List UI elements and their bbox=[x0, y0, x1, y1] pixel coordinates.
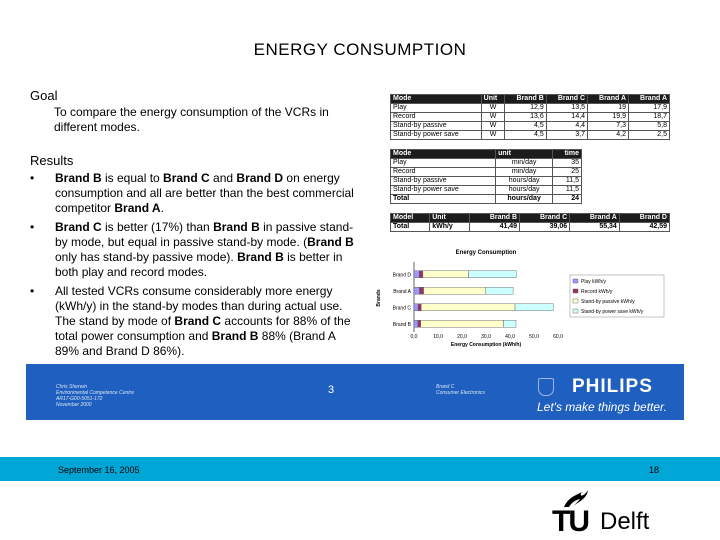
philips-shield-icon bbox=[538, 378, 554, 396]
table-row bbox=[391, 223, 670, 232]
chart-bar-segment bbox=[421, 304, 515, 311]
chart-legend-swatch bbox=[573, 309, 578, 313]
delft-word: Delft bbox=[600, 508, 650, 535]
table-header-row bbox=[391, 214, 670, 223]
chart-legend-label: Stand-by power save kWh/y bbox=[581, 309, 644, 315]
table-cell: W bbox=[481, 113, 505, 122]
bullet-text: All tested VCRs consume considerably more energy (kWh/y) in the stand-by modes than during actual use. The stand by mode of bbox=[55, 284, 343, 328]
table-cell: 4,4 bbox=[546, 122, 587, 131]
table-row bbox=[391, 186, 582, 195]
chart-legend-swatch bbox=[573, 299, 578, 303]
author-meta bbox=[56, 384, 134, 408]
goal-text: To compare the energy consumption of the VCRs in different modes. bbox=[54, 105, 329, 134]
table-header-cell: Brand B bbox=[505, 95, 546, 104]
original-page-number: 3 bbox=[328, 384, 335, 396]
table-cell: hours/day bbox=[496, 186, 553, 195]
table-cell: Record bbox=[391, 113, 482, 122]
table-cell: 3,7 bbox=[546, 131, 587, 140]
department-meta-line: Consumer Electronics bbox=[436, 390, 485, 396]
chart-category-label: Brand B bbox=[392, 321, 411, 328]
table-cell: 11,5 bbox=[553, 177, 582, 186]
table-row bbox=[391, 113, 670, 122]
brand-name: Brand C bbox=[174, 314, 222, 328]
table-row bbox=[391, 159, 582, 168]
results-list bbox=[30, 171, 360, 359]
table-cell: W bbox=[481, 131, 505, 140]
footer-bar bbox=[0, 457, 720, 481]
chart-bar-segment bbox=[423, 271, 469, 278]
table-cell: hours/day bbox=[496, 177, 553, 186]
chart-bar-segment bbox=[468, 271, 516, 278]
chart-bar-segment bbox=[424, 287, 486, 294]
brand-name: Brand B bbox=[237, 250, 284, 264]
table-cell: 4,5 bbox=[505, 131, 546, 140]
brand-name: Brand C bbox=[55, 220, 102, 234]
energy-chart bbox=[376, 246, 666, 358]
chart-category-label: Brand C bbox=[392, 305, 411, 312]
author-meta-line: Chris Sherwin bbox=[56, 384, 88, 390]
table-cell: W bbox=[481, 104, 505, 113]
philips-logo: PHILIPS bbox=[572, 376, 653, 397]
author-meta-line: AR17-G00-5051-172 bbox=[56, 396, 103, 402]
table-cell: 7,3 bbox=[588, 122, 629, 131]
brand-name: Brand B bbox=[213, 220, 260, 234]
table-cell: 18,7 bbox=[629, 113, 670, 122]
table-header-cell: Unit bbox=[481, 95, 505, 104]
chart-tick-label: 60,0 bbox=[553, 334, 563, 340]
table-cell: kWh/y bbox=[430, 223, 470, 232]
table-cell: 13,5 bbox=[546, 104, 587, 113]
chart-legend-swatch bbox=[573, 289, 578, 293]
brand-name: Brand A bbox=[114, 201, 161, 215]
bullet-text: is better (17%) than bbox=[101, 220, 214, 234]
table-header-cell: Unit bbox=[430, 214, 470, 223]
chart-tick-label: 20,0 bbox=[457, 334, 467, 340]
time-table bbox=[390, 149, 582, 204]
footer-date: September 16, 2005 bbox=[58, 465, 140, 475]
table-row bbox=[391, 122, 670, 131]
table-cell: 19,9 bbox=[588, 113, 629, 122]
brand-name: Brand C bbox=[163, 171, 210, 185]
table-cell: 12,9 bbox=[505, 104, 546, 113]
table-cell: Stand-by power save bbox=[391, 186, 496, 195]
bullet-text: on energy consumption and all are better than the best commercial competitor bbox=[55, 171, 354, 215]
table-header-cell: Mode bbox=[391, 95, 482, 104]
chart-bar-segment bbox=[515, 304, 553, 311]
chart-bar-segment bbox=[418, 304, 421, 311]
table-header-cell: Brand A bbox=[629, 95, 670, 104]
results-heading: Results bbox=[30, 153, 74, 168]
table-cell: Record bbox=[391, 168, 496, 177]
result-bullet bbox=[30, 171, 360, 216]
table-cell: 17,9 bbox=[629, 104, 670, 113]
table-cell: 24 bbox=[553, 195, 582, 204]
department-meta-line: Brand C bbox=[436, 384, 455, 390]
chart-category-label: Brand A bbox=[393, 288, 411, 295]
bullet-text: is equal to bbox=[101, 171, 164, 185]
table-cell: 25 bbox=[553, 168, 582, 177]
table-row bbox=[391, 168, 582, 177]
table-cell: 5,8 bbox=[629, 122, 670, 131]
tudelft-logo bbox=[550, 488, 680, 538]
table-cell: Stand-by passive bbox=[391, 122, 482, 131]
table-cell: hours/day bbox=[496, 195, 553, 204]
table-cell: 14,4 bbox=[546, 113, 587, 122]
table-header-cell: Model bbox=[391, 214, 430, 223]
author-meta-line: November 2000 bbox=[56, 402, 92, 408]
bullet-text: only has stand-by passive mode). bbox=[55, 250, 238, 264]
table-header-cell: unit bbox=[496, 150, 553, 159]
chart-bar-segment bbox=[414, 304, 418, 311]
chart-bar-segment bbox=[414, 320, 418, 327]
bullet-text: is better in both play and record modes. bbox=[55, 250, 343, 279]
chart-title: Energy Consumption bbox=[455, 250, 517, 256]
bullet-text: accounts for 88% of the total power consumption and bbox=[55, 314, 351, 343]
chart-bar-segment bbox=[504, 320, 516, 327]
total-table bbox=[390, 213, 670, 232]
goal-heading: Goal bbox=[30, 88, 58, 103]
table-header-cell: time bbox=[553, 150, 582, 159]
chart-tick-label: 40,0 bbox=[505, 334, 515, 340]
table-cell: 4,5 bbox=[505, 122, 546, 131]
table-cell: 4,2 bbox=[588, 131, 629, 140]
table-row bbox=[391, 131, 670, 140]
table-cell: 42,59 bbox=[619, 223, 669, 232]
table-cell: 13,6 bbox=[505, 113, 546, 122]
table-cell: Total bbox=[391, 223, 430, 232]
brand-name: Brand B bbox=[211, 329, 259, 343]
table-cell: 41,49 bbox=[470, 223, 520, 232]
footer-page-number: 18 bbox=[649, 465, 660, 475]
table-cell: 39,06 bbox=[520, 223, 570, 232]
table-header-cell: Brand D bbox=[619, 214, 669, 223]
brand-name: Brand D bbox=[236, 171, 284, 185]
table-header-cell: Brand B bbox=[470, 214, 520, 223]
chart-legend-label: Play kWh/y bbox=[581, 279, 607, 285]
table-header-cell: Brand C bbox=[520, 214, 570, 223]
tu-letters: TU bbox=[552, 505, 588, 538]
table-cell: 35 bbox=[553, 159, 582, 168]
table-cell: Stand-by power save bbox=[391, 131, 482, 140]
philips-slogan: Let's make things better. bbox=[537, 400, 667, 414]
chart-tick-label: 0,0 bbox=[410, 334, 418, 340]
text-column bbox=[30, 88, 360, 363]
chart-tick-label: 50,0 bbox=[529, 334, 539, 340]
result-bullet bbox=[30, 220, 360, 280]
department-meta bbox=[436, 384, 485, 396]
table-cell: 55,34 bbox=[570, 223, 620, 232]
table-cell: 2,5 bbox=[629, 131, 670, 140]
chart-bar-segment bbox=[414, 271, 419, 278]
bullet-text: and bbox=[209, 171, 237, 185]
table-header-cell: Brand A bbox=[570, 214, 620, 223]
chart-bar-segment bbox=[486, 287, 513, 294]
table-row bbox=[391, 195, 582, 204]
table-row bbox=[391, 177, 582, 186]
table-cell: W bbox=[481, 122, 505, 131]
chart-category-label: Brand D bbox=[392, 272, 411, 279]
table-header-cell: Brand A bbox=[588, 95, 629, 104]
table-cell: min/day bbox=[496, 168, 553, 177]
table-cell: Play bbox=[391, 159, 496, 168]
result-bullet bbox=[30, 284, 360, 359]
bullet-text: 88% (Brand A 89% and Brand D 86%). bbox=[55, 329, 336, 358]
brand-name: Brand B bbox=[307, 235, 354, 249]
chart-bar-segment bbox=[421, 320, 504, 327]
slide-title: ENERGY CONSUMPTION bbox=[253, 40, 467, 59]
table-cell: min/day bbox=[496, 159, 553, 168]
chart-bar-segment bbox=[420, 287, 424, 294]
power-table bbox=[390, 94, 670, 140]
chart-bar-segment bbox=[419, 271, 423, 278]
bullet-text: . bbox=[160, 201, 164, 215]
chart-legend-swatch bbox=[573, 279, 578, 283]
chart-tick-label: 30,0 bbox=[481, 334, 491, 340]
bullet-text: in passive stand-by mode, but equal in passive stand-by mode. ( bbox=[55, 220, 354, 249]
table-cell: 11,5 bbox=[553, 186, 582, 195]
table-row bbox=[391, 104, 670, 113]
chart-tick-label: 10,0 bbox=[433, 334, 443, 340]
table-header-cell: Mode bbox=[391, 150, 496, 159]
table-cell: 19 bbox=[588, 104, 629, 113]
table-cell: Total bbox=[391, 195, 496, 204]
chart-legend-label: Record kWh/y bbox=[581, 289, 613, 295]
table-cell: Stand-by passive bbox=[391, 177, 496, 186]
chart-ylabel: Brands bbox=[376, 289, 382, 307]
author-meta-line: Environmental Competence Centre bbox=[56, 390, 135, 396]
chart-legend-label: Stand-by passive kWh/y bbox=[581, 299, 635, 305]
table-header-cell: Brand C bbox=[546, 95, 587, 104]
chart-bar-segment bbox=[418, 320, 421, 327]
table-header-row bbox=[391, 95, 670, 104]
table-cell: Play bbox=[391, 104, 482, 113]
table-header-row bbox=[391, 150, 582, 159]
brand-name: Brand B bbox=[55, 171, 102, 185]
philips-footer-band bbox=[26, 364, 684, 420]
chart-xlabel: Energy Consumption (kWh/h) bbox=[450, 342, 522, 348]
chart-bar-segment bbox=[414, 287, 420, 294]
